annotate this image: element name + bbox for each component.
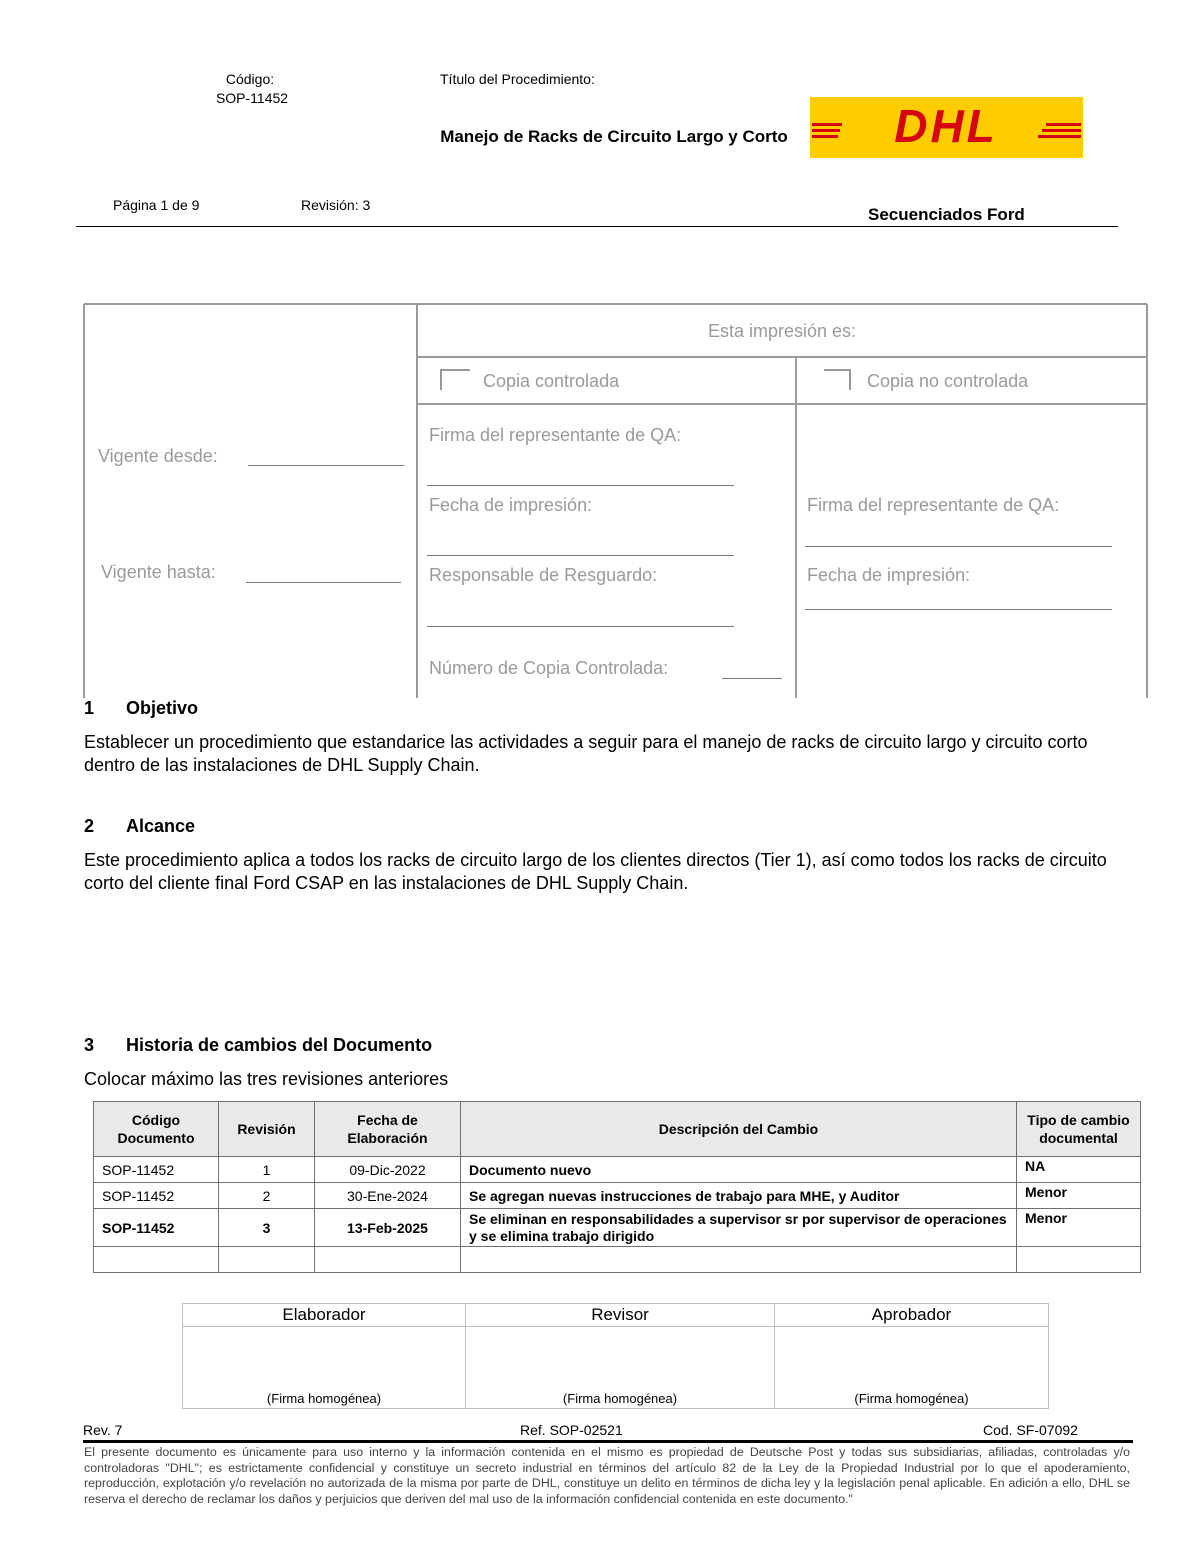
dhl-logo-wordmark: DHL [894,100,998,152]
table-cell: Se eliminan en responsabilidades a supervisor sr por supervisor de operaciones y se elimina trabajo dirigido [461,1209,1017,1247]
codigo-label: Código: [225,71,275,87]
table-cell: Menor [1017,1183,1141,1209]
history-header-cell: Tipo de cambio documental [1017,1102,1141,1157]
numero-copia-label: Número de Copia Controlada: [429,658,669,678]
section-3-text: Colocar máximo las tres revisiones anteriores [84,1069,449,1089]
history-header-cell: Fecha de Elaboración [315,1102,461,1157]
elaborador-signature: (Firma homogénea) [183,1327,466,1409]
legal-disclaimer: El presente documento es únicamente para uso interno y la información contenida en el mismo es propiedad de Deutsche Post y todas sus subsidiarias, afiliadas, controladas y/o controladoras "DHL"; es estrictamente confidencial y constituye un secreto industrial en términos del artículo 82 de la Ley de la Propiedad Industrial por lo que el apoderamiento, reproducción, explotación y/o revelación no autorizada de la misma por parte de DHL, constituye un delito en términos de dicha ley y la legislación penal aplicable. En adición a ello, DHL se reserva el derecho de reclamar los daños y perjuicios que deriven del mal uso de la información confidencial contenida en este documento." [84,1445,1130,1506]
table-cell: 1 [219,1157,315,1183]
fecha-impresion-right-label: Fecha de impresión: [807,565,971,585]
section-2-title: Alcance [126,816,196,836]
signature-table [182,1303,1049,1409]
table-cell: SOP-11452 [94,1209,219,1247]
copia-controlada-checkbox [441,370,470,390]
numero-copia-line [722,678,782,679]
section-1-title: Objetivo [126,698,199,718]
section-2-number: 2 [84,816,95,836]
vigente-desde-line [248,465,404,466]
table-row [94,1183,1141,1209]
titulo-label: Título del Procedimiento: [440,71,595,87]
history-header-cell: Revisión [219,1102,315,1157]
vigente-hasta-label: Vigente hasta: [101,562,216,582]
fecha-impresion-line [427,555,734,556]
aprobador-signature: (Firma homogénea) [775,1327,1049,1409]
revisor-signature: (Firma homogénea) [466,1327,775,1409]
table-row [94,1157,1141,1183]
table-cell: Documento nuevo [461,1157,1017,1183]
codigo-value: SOP-11452 [215,90,289,106]
table-cell: 2 [219,1183,315,1209]
firma-qa-right-label: Firma del representante de QA: [807,495,1060,515]
revision-number: Revisión: 3 [301,197,371,213]
history-header-cell: Descripción del Cambio [461,1102,1017,1157]
table-row [94,1209,1141,1247]
footer-rev: Rev. 7 [83,1422,123,1438]
section-1-number: 1 [84,698,95,718]
table-cell [315,1247,461,1273]
table-cell: 30-Ene-2024 [315,1183,461,1209]
table-cell [219,1247,315,1273]
section-2-text: Este procedimiento aplica a todos los racks de circuito largo de los clientes directos (Tier 1), así como todos los racks de circuito corto del cliente final Ford CSAP en las instalaciones de DHL Supply Chain. [84,850,1107,893]
footer-divider [83,1440,1133,1443]
revisor-header: Revisor [466,1304,775,1327]
table-cell: 3 [219,1209,315,1247]
firma-qa-right-line [805,546,1112,547]
print-type-title: Esta impresión es: [707,321,857,341]
area-name: Secuenciados Ford [868,205,1025,224]
firma-qa-label: Firma del representante de QA: [429,425,682,445]
aprobador-header: Aprobador [775,1304,1049,1327]
fecha-impresion-right-line [805,609,1112,610]
table-cell: 09-Dic-2022 [315,1157,461,1183]
table-cell: SOP-11452 [94,1157,219,1183]
fecha-impresion-label: Fecha de impresión: [429,495,593,515]
copia-controlada-label: Copia controlada [483,371,620,391]
vigente-hasta-line [246,582,401,583]
table-cell [461,1247,1017,1273]
table-cell [1017,1247,1141,1273]
copia-no-controlada-label: Copia no controlada [867,371,1029,391]
table-cell [94,1247,219,1273]
firma-qa-line [427,485,734,486]
table-cell: Menor [1017,1209,1141,1247]
history-header-cell: Código Documento [94,1102,219,1157]
section-1-text: Establecer un procedimiento que estandarice las actividades a seguir para el manejo de racks de circuito largo y circuito corto dentro de las instalaciones de DHL Supply Chain. [84,732,1088,775]
history-table [93,1101,1141,1273]
footer-ref: Ref. SOP-02521 [520,1422,623,1438]
table-cell: SOP-11452 [94,1183,219,1209]
table-cell: 13-Feb-2025 [315,1209,461,1247]
footer-cod: Cod. SF-07092 [983,1422,1078,1438]
section-3-number: 3 [84,1035,95,1055]
section-3-title: Historia de cambios del Documento [126,1035,433,1055]
vigente-desde-label: Vigente desde: [98,446,218,466]
responsable-resguardo-label: Responsable de Resguardo: [429,565,658,585]
table-cell: Se agregan nuevas instrucciones de trabajo para MHE, y Auditor [461,1183,1017,1209]
page-number: Página 1 de 9 [113,197,200,213]
table-cell: NA [1017,1157,1141,1183]
responsable-resguardo-line [427,626,734,627]
history-header-row [94,1102,1141,1157]
table-row [94,1247,1141,1273]
elaborador-header: Elaborador [183,1304,466,1327]
copia-no-controlada-checkbox [824,370,850,390]
print-control-frame [0,0,1200,700]
document-title: Manejo de Racks de Circuito Largo y Corto [440,127,788,146]
